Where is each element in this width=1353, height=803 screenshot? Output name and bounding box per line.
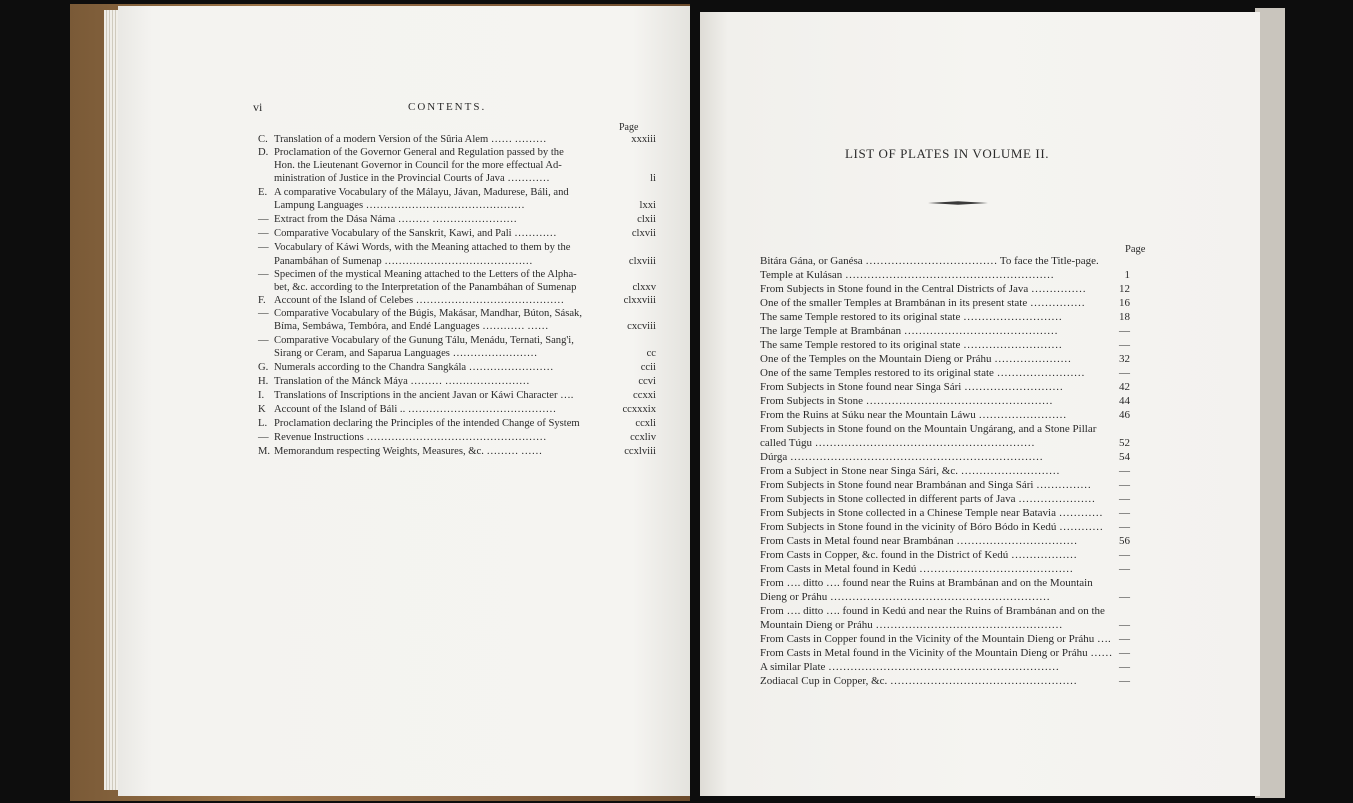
contents-line: G. Numerals according to the Chandra Sangkála …………………… ccii	[258, 362, 656, 373]
plate-line: The same Temple restored to its original state ……………………… 18	[760, 311, 1130, 323]
plate-line: One of the same Temples restored to its original state …………………… —	[760, 367, 1130, 379]
contents-line: D. Proclamation of the Governor General and Regulation passed by the	[258, 147, 564, 158]
plate-line: Zodiacal Cup in Copper, &c. …………………………………………… —	[760, 675, 1130, 687]
contents-line: — Extract from the Dása Náma ……… …………………… clxii	[258, 214, 656, 225]
plate-line: From Casts in Metal found near Brambánan …………………………… 56	[760, 535, 1130, 547]
plate-line: From Casts in Metal found in the Vicinity of the Mountain Dieng or Práhu …… —	[760, 647, 1130, 659]
contents-line: E. A comparative Vocabulary of the Málayu, Jávan, Madurese, Báli, and	[258, 187, 569, 198]
contents-line: — Comparative Vocabulary of the Sanskrit, Kawi, and Pali ………… clxvii	[258, 228, 656, 239]
plate-line: A similar Plate ……………………………………………………… —	[760, 661, 1130, 673]
plate-line: From Subjects in Stone collected in a Chinese Temple near Batavia ………… —	[760, 507, 1130, 519]
page-title: LIST OF PLATES IN VOLUME II.	[845, 146, 1050, 161]
contents-line: M. Memorandum respecting Weights, Measures, &c. ……… …… ccxlviii	[258, 446, 656, 457]
plate-line: From a Subject in Stone near Singa Sári, &c. ……………………… —	[760, 465, 1130, 477]
plate-line: Dúrga …………………………………………………………… 54	[760, 451, 1130, 463]
contents-line: L. Proclamation declaring the Principles of the intended Change of System ccxli	[258, 418, 656, 429]
plate-line: From Subjects in Stone collected in different parts of Java ………………… —	[760, 493, 1130, 505]
page-column-header: Page	[1125, 244, 1146, 255]
contents-line: ministration of Justice in the Provincial Courts of Java ………… li	[274, 173, 656, 184]
plate-line: Dieng or Práhu …………………………………………………… —	[760, 591, 1130, 603]
plate-line: The same Temple restored to its original state ……………………… —	[760, 339, 1130, 351]
contents-line: Sirang or Ceram, and Saparua Languages …………………… cc	[274, 348, 656, 359]
plate-line: From Casts in Metal found in Kedú …………………………………… —	[760, 563, 1130, 575]
contents-line: K Account of the Island of Báli .. …………………………………… ccxxxix	[258, 404, 656, 415]
plate-line: From Subjects in Stone found in the vicinity of Bóro Bódo in Kedú ………… —	[760, 521, 1130, 533]
plate-line: One of the Temples on the Mountain Dieng or Práhu ………………… 32	[760, 353, 1130, 365]
contents-line: bet, &c. according to the Interpretation of the Panambáhan of Sumenap clxxv	[274, 282, 656, 293]
plate-line: From Subjects in Stone …………………………………………… 44	[760, 395, 1130, 407]
plate-line: From Casts in Copper, &c. found in the District of Kedú ……………… —	[760, 549, 1130, 561]
contents-line: — Comparative Vocabulary of the Búgis, Makásar, Mandhar, Búton, Sásak,	[258, 308, 582, 319]
plate-line: From Subjects in Stone found near Brambánan and Singa Sári …………… —	[760, 479, 1130, 491]
contents-line: Lampung Languages ……………………………………… lxxi	[274, 200, 656, 211]
plate-line: From …. ditto …. found near the Ruins at Brambánan and on the Mountain	[760, 577, 1093, 589]
folio-number: vi	[253, 100, 263, 114]
plate-line: Mountain Dieng or Práhu …………………………………………… —	[760, 619, 1130, 631]
contents-line: Bíma, Sembáwa, Tembóra, and Endé Languages ………… …… cxcviii	[274, 321, 656, 332]
plate-line: From Casts in Copper found in the Vicinity of the Mountain Dieng or Práhu …. —	[760, 633, 1130, 645]
plate-line: called Túgu …………………………………………………… 52	[760, 437, 1130, 449]
contents-line: I. Translations of Inscriptions in the ancient Javan or Káwi Character …. ccxxi	[258, 390, 656, 401]
plate-line: From the Ruins at Súku near the Mountain Láwu …………………… 46	[760, 409, 1130, 421]
contents-line: H. Translation of the Mánck Máya ……… …………………… ccvi	[258, 376, 656, 387]
plate-line: One of the smaller Temples at Brambánan in its present state …………… 16	[760, 297, 1130, 309]
plate-line: Temple at Kulásan ………………………………………………… 1	[760, 269, 1130, 281]
contents-line: F. Account of the Island of Celebes …………………………………… clxxviii	[258, 295, 656, 306]
page-column-header: Page	[619, 122, 639, 133]
contents-line: Hon. the Lieutenant Governor in Council for the more effectual Ad-	[274, 160, 562, 171]
contents-line: — Specimen of the mystical Meaning attached to the Letters of the Alpha-	[258, 269, 577, 280]
page-edges	[104, 10, 118, 790]
plate-line: The large Temple at Brambánan …………………………………… —	[760, 325, 1130, 337]
contents-line: — Comparative Vocabulary of the Gunung Tálu, Menádu, Ternati, Sang'i,	[258, 335, 574, 346]
contents-line: — Vocabulary of Káwi Words, with the Meaning attached to them by the	[258, 242, 571, 253]
plate-line: From Subjects in Stone found on the Mountain Ungárang, and a Stone Pillar	[760, 423, 1097, 435]
plate-line: From Subjects in Stone found near Singa Sári ……………………… 42	[760, 381, 1130, 393]
plate-line: Bitára Gána, or Ganésa ……………………………… To face the Title-page.	[760, 255, 1099, 267]
plate-line: From …. ditto …. found in Kedú and near the Ruins of Brambánan and on the	[760, 605, 1105, 617]
ornament-rule-icon	[928, 200, 988, 206]
plate-line: From Subjects in Stone found in the Central Districts of Java …………… 12	[760, 283, 1130, 295]
contents-line: C. Translation of a modern Version of the Sûria Alem …… ……… xxxiii	[258, 134, 656, 145]
contents-line: Panambáhan of Sumenap …………………………………… clxviii	[274, 256, 656, 267]
contents-line: — Revenue Instructions …………………………………………… ccxliv	[258, 432, 656, 443]
running-head: CONTENTS.	[408, 101, 487, 113]
